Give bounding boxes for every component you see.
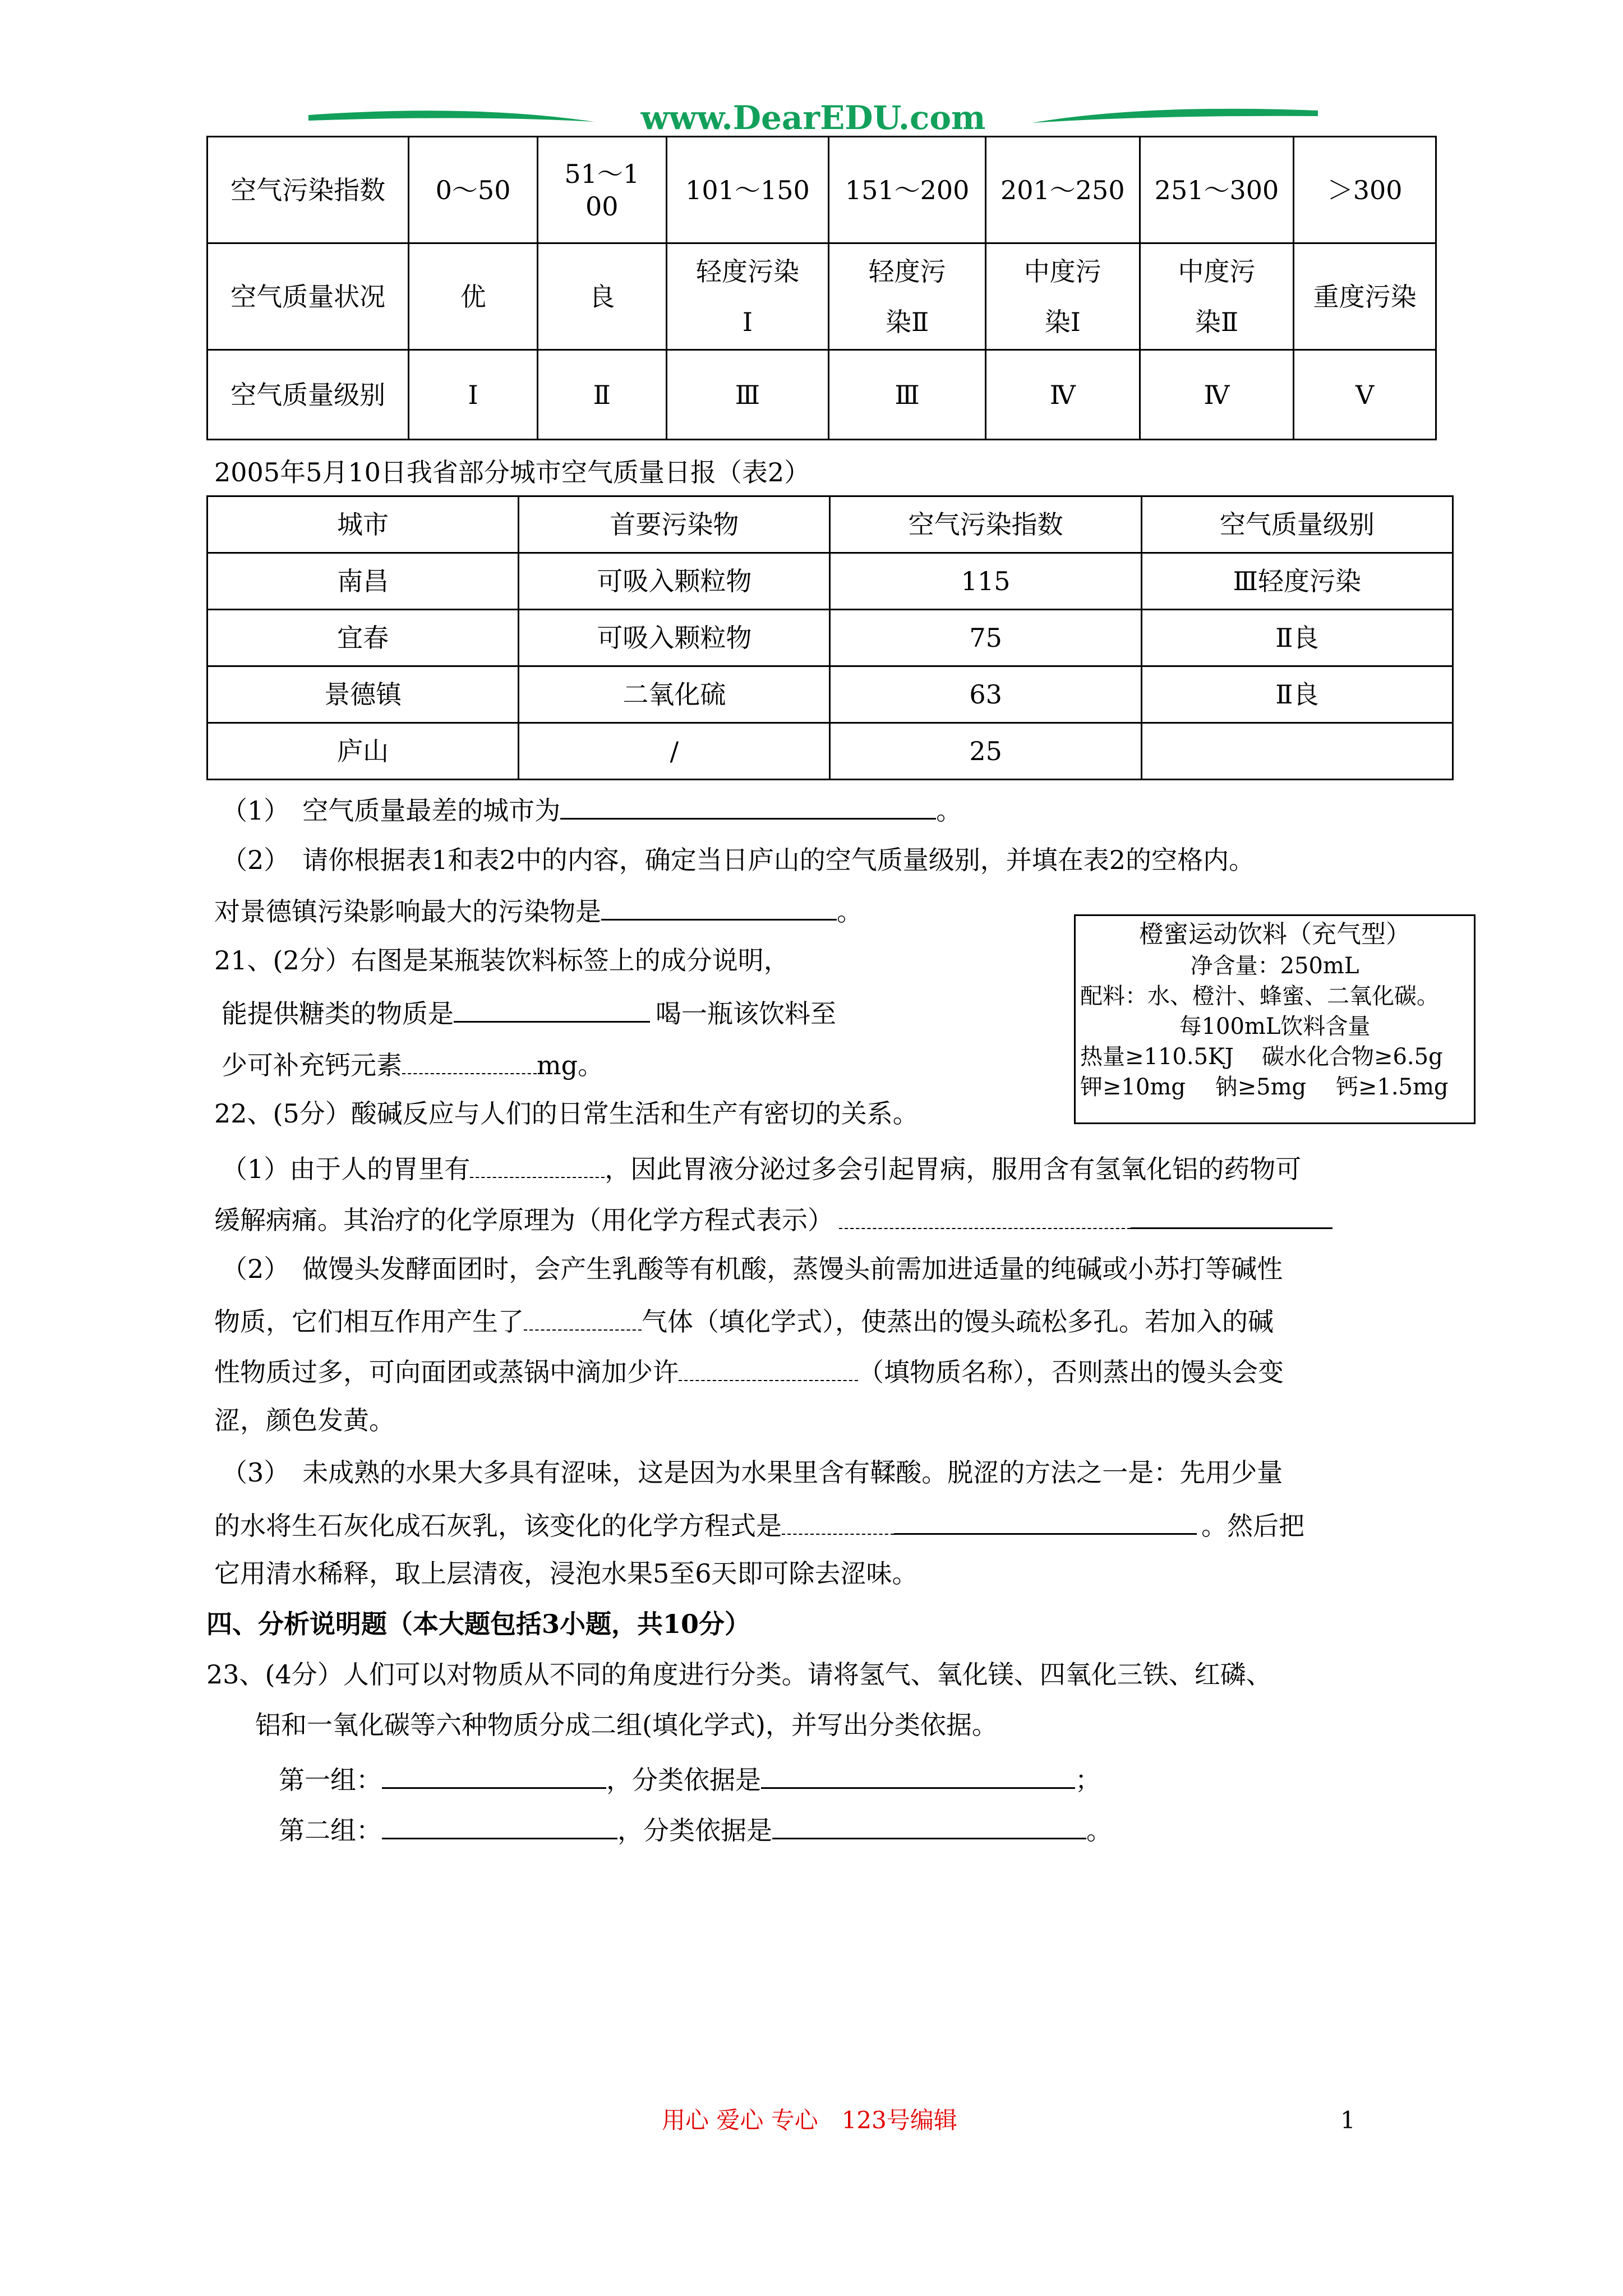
table2-cell: 63 (830, 666, 1141, 723)
air-pollution-index-table (206, 136, 1437, 440)
table2-caption: 2005年5月10日我省部分城市空气质量日报（表2） (214, 457, 810, 487)
drink-label-per: 每100mL饮料含量 (1179, 1014, 1371, 1039)
table2-cell: 可吸入颗粒物 (519, 610, 830, 666)
table1-row-label: 空气污染指数 (208, 137, 409, 243)
table1-row-label: 空气质量状况 (208, 243, 409, 350)
q21-answer-blank-1[interactable] (454, 994, 650, 1023)
q20-part2: （2） 请你根据表1和表2中的内容，确定当日庐山的空气质量级别，并填在表2的空格内。 (222, 845, 1255, 875)
q20-part1: （1） 空气质量最差的城市为 。 (222, 791, 962, 827)
table2-header: 首要污染物 (519, 496, 830, 553)
table1-cell: Ⅰ (409, 350, 538, 440)
table1-row-index (208, 137, 1436, 243)
drink-label-row2: 钾≥10mg 钠≥5mg 钙≥1.5mg (1080, 1074, 1449, 1100)
table1-row-label: 空气质量级别 (208, 350, 409, 440)
q22-part1-cont: 缓解病痛。其治疗的化学原理为（用化学方程式表示） (214, 1200, 1332, 1237)
table2-answer-cell[interactable] (1141, 723, 1453, 780)
q22-answer-blank-1[interactable] (470, 1150, 605, 1178)
q22-answer-blank-5b[interactable] (894, 1506, 1197, 1535)
q21-line1: 21、(2分）右图是某瓶装饮料标签上的成分说明， (214, 945, 790, 976)
q22-part3-line3: 它用清水稀释，取上层清夜，浸泡水果5至6天即可除去涩味。 (214, 1558, 918, 1589)
q22-part3-line2: 的水将生石灰化成石灰乳，该变化的化学方程式是 。然后把 (214, 1506, 1304, 1543)
q23-answer-blank-3[interactable] (382, 1811, 617, 1839)
footer-editor: 用心 爱心 专心 123号编辑 (662, 2106, 957, 2134)
q21-line3: 少可补充钙元素 mg。 (222, 1046, 603, 1082)
table1-cell: 101～150 (666, 137, 829, 243)
table2-cell: Ⅲ轻度污染 (1141, 553, 1453, 610)
drink-label-box (1074, 914, 1476, 1124)
drink-label-net: 净含量：250mL (1190, 953, 1359, 979)
table1-row-status (208, 243, 1436, 350)
q23-line1: 23、(4分）人们可以对物质从不同的角度进行分类。请将氢气、氧化镁、四氧化三铁、红磷、 (206, 1659, 1272, 1690)
page-number: 1 (1340, 2106, 1355, 2134)
q22-part2: （2） 做馒头发酵面团时，会产生乳酸等有机酸，蒸馒头前需加进适量的纯碱或小苏打等碱性 (222, 1254, 1283, 1284)
table-row (208, 723, 1453, 780)
table2-cell: / (519, 723, 830, 780)
table1-cell: 151～200 (829, 137, 986, 243)
table-row (208, 553, 1453, 610)
q22-part2-line4: 涩，颜色发黄。 (214, 1405, 395, 1435)
q23-group2: 第二组： ，分类依据是 。 (279, 1811, 1112, 1847)
table1-cell: Ⅲ (666, 350, 829, 440)
q23-answer-blank-4[interactable] (772, 1811, 1086, 1839)
table2-header-row (208, 496, 1453, 553)
table1-row-level (208, 350, 1436, 440)
q23-line2: 铝和一氧化碳等六种物质分成二组(填化学式)，并写出分类依据。 (255, 1710, 998, 1740)
table-row (208, 666, 1453, 723)
drink-label-ingredients: 配料：水、橙汁、蜂蜜、二氧化碳。 (1080, 983, 1439, 1009)
table1-cell: 优 (409, 243, 538, 350)
q22-part2-line3: 性物质过多，可向面团或蒸锅中滴加少许 （填物质名称），否则蒸出的馒头会变 (214, 1353, 1284, 1389)
table2-header: 空气质量级别 (1141, 496, 1453, 553)
q23-group1: 第一组： ，分类依据是 ； (279, 1760, 1101, 1797)
q22-answer-blank-2[interactable] (839, 1201, 1131, 1229)
table1-cell: 51～100 (537, 137, 666, 243)
table1-cell: 中度污染Ⅰ (985, 243, 1140, 350)
q23-answer-blank-1[interactable] (382, 1760, 606, 1789)
table2-cell: Ⅱ良 (1141, 610, 1453, 666)
q22-answer-blank-3[interactable] (524, 1303, 642, 1331)
table1-cell: Ⅱ (537, 350, 666, 440)
table2-cell: 南昌 (208, 553, 519, 610)
table2-cell: 庐山 (208, 723, 519, 780)
table1-cell: 201～250 (985, 137, 1140, 243)
q22-part3: （3） 未成熟的水果大多具有涩味，这是因为水果里含有鞣酸。脱涩的方法之一是：先用少量 (222, 1457, 1283, 1488)
section-title: 四、分析说明题（本大题包括3小题，共10分） (206, 1609, 751, 1639)
table2-cell: 宜春 (208, 610, 519, 666)
table1-cell: 轻度污染Ⅰ (666, 243, 829, 350)
table1-cell: 251～300 (1140, 137, 1294, 243)
table1-cell: Ⅲ (829, 350, 986, 440)
q22-intro: 22、(5分）酸碱反应与人们的日常生活和生产有密切的关系。 (214, 1098, 919, 1129)
table2-cell: 75 (830, 610, 1141, 666)
q22-answer-blank-2b[interactable] (1131, 1200, 1332, 1229)
table-row (208, 610, 1453, 666)
q23-answer-blank-2[interactable] (761, 1760, 1075, 1789)
q21-line2: 能提供糖类的物质是 喝一瓶该饮料至 (222, 994, 836, 1030)
table2-cell: 115 (830, 553, 1141, 610)
table2-cell: 可吸入颗粒物 (519, 553, 830, 610)
table1-cell: ＞300 (1294, 137, 1436, 243)
q20-answer-blank-2[interactable] (601, 892, 837, 921)
table2-cell: Ⅱ良 (1141, 666, 1453, 723)
table2-cell: 二氧化硫 (519, 666, 830, 723)
q22-part1: （1）由于人的胃里有 ，因此胃液分泌过多会引起胃病，服用含有氢氧化铝的药物可 (222, 1150, 1301, 1186)
q20-answer-blank-1[interactable] (560, 791, 936, 820)
table2-header: 空气污染指数 (830, 496, 1141, 553)
table1-cell: 良 (537, 243, 666, 350)
table1-cell: 重度污染 (1294, 243, 1436, 350)
table1-cell: Ⅳ (985, 350, 1140, 440)
q22-answer-blank-4[interactable] (679, 1353, 858, 1381)
table2-cell: 25 (830, 723, 1141, 780)
q21-answer-blank-2[interactable] (402, 1046, 537, 1074)
q22-answer-blank-5[interactable] (782, 1507, 894, 1535)
q22-part2-line2: 物质，它们相互作用产生了 气体（填化学式），使蒸出的馒头疏松多孔。若加入的碱 (214, 1303, 1274, 1338)
table2-header: 城市 (208, 496, 519, 553)
q20-part2-cont: 对景德镇污染影响最大的污染物是 。 (214, 892, 863, 928)
table1-cell: 0～50 (409, 137, 538, 243)
drink-label-row1: 热量≥110.5KJ 碳水化合物≥6.5g (1080, 1044, 1443, 1070)
table1-cell: Ⅴ (1294, 350, 1436, 440)
drink-label-title: 橙蜜运动饮料（充气型） (1139, 920, 1410, 949)
table1-cell: Ⅳ (1140, 350, 1294, 440)
table2-cell: 景德镇 (208, 666, 519, 723)
site-url[interactable]: www.DearEDU.com (640, 99, 986, 137)
table1-cell: 轻度污染Ⅱ (829, 243, 986, 350)
city-air-quality-table (206, 495, 1454, 780)
table1-cell: 中度污染Ⅱ (1140, 243, 1294, 350)
